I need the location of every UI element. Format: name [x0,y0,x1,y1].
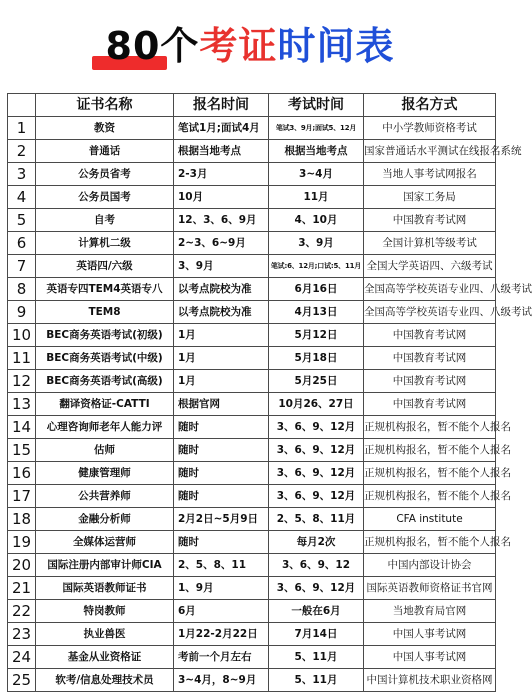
certificate-name: 国际注册内部审计师CIA [36,554,174,577]
certificate-name: TEM8 [36,301,174,324]
registration-time: 2-3月 [174,163,269,186]
registration-time: 随时 [174,416,269,439]
registration-method: 当地教育局官网 [364,600,496,623]
certificate-name: BEC商务英语考试(中级) [36,347,174,370]
header-reg-time: 报名时间 [174,94,269,117]
table-row [8,278,496,301]
table-row [8,531,496,554]
row-number: 21 [8,577,36,600]
registration-time: 2月2日~5月9日 [174,508,269,531]
table-row [8,393,496,416]
certificate-name: 基金从业资格证 [36,646,174,669]
registration-time: 1月 [174,370,269,393]
table-row [8,209,496,232]
exam-time: 5月25日 [269,370,364,393]
certificate-name: 心理咨询师老年人能力评 [36,416,174,439]
row-number: 2 [8,140,36,163]
registration-time: 随时 [174,531,269,554]
registration-method: 中国教育考试网 [364,324,496,347]
registration-method: 国家工务局 [364,186,496,209]
row-number: 1 [8,117,36,140]
title-part-number: 80 [105,24,161,68]
registration-method: 全国高等学校英语专业四、八级考试 [364,301,496,324]
row-number: 13 [8,393,36,416]
table-row [8,508,496,531]
registration-method: 中国教育考试网 [364,347,496,370]
certificate-name: 普通话 [36,140,174,163]
header-index [8,94,36,117]
certificate-name: 公务员国考 [36,186,174,209]
table-row [8,301,496,324]
registration-time: 1、9月 [174,577,269,600]
row-number: 9 [8,301,36,324]
registration-method: 当地人事考试网报名 [364,163,496,186]
table-row [8,600,496,623]
certificate-name: 英语专四TEM4英语专八 [36,278,174,301]
table-row [8,485,496,508]
exam-time: 6月16日 [269,278,364,301]
registration-time: 2~3、6~9月 [174,232,269,255]
table-row [8,416,496,439]
row-number: 23 [8,623,36,646]
registration-method: 中国计算机技术职业资格网 [364,669,496,692]
certificate-name: 金融分析师 [36,508,174,531]
registration-method: 国际英语教师资格证书官网 [364,577,496,600]
exam-time: 5月18日 [269,347,364,370]
registration-time: 6月 [174,600,269,623]
certificate-name: 英语四/六级 [36,255,174,278]
table-row [8,554,496,577]
certificate-name: 国际英语教师证书 [36,577,174,600]
row-number: 17 [8,485,36,508]
certificate-name: 计算机二级 [36,232,174,255]
exam-time: 7月14日 [269,623,364,646]
registration-method: 中国教育考试网 [364,393,496,416]
certificate-name: 自考 [36,209,174,232]
registration-time: 1月 [174,324,269,347]
certificate-name: 健康管理师 [36,462,174,485]
table-row [8,163,496,186]
row-number: 19 [8,531,36,554]
registration-time: 12、3、6、9月 [174,209,269,232]
exam-time: 10月26、27日 [269,393,364,416]
row-number: 22 [8,600,36,623]
certificate-name: BEC商务英语考试(高级) [36,370,174,393]
row-number: 7 [8,255,36,278]
exam-time: 3、6、9、12月 [269,439,364,462]
registration-time: 以考点院校为准 [174,278,269,301]
certificate-name: BEC商务英语考试(初级) [36,324,174,347]
registration-method: 中国人事考试网 [364,623,496,646]
certificate-name: 软考/信息处理技术员 [36,669,174,692]
exam-time: 3、6、9、12月 [269,462,364,485]
row-number: 8 [8,278,36,301]
registration-method: 正规机构报名，暂不能个人报名 [364,416,496,439]
title-part-blue: 时间表 [277,24,395,68]
table-row [8,577,496,600]
registration-method: 全国计算机等级考试 [364,232,496,255]
certificate-name: 翻译资格证-CATTI [36,393,174,416]
certificate-name: 公共营养师 [36,485,174,508]
row-number: 5 [8,209,36,232]
table-row [8,646,496,669]
certificate-name: 教资 [36,117,174,140]
title-part-red: 考证 [199,24,278,68]
registration-time: 考前一个月左右 [174,646,269,669]
registration-method: 正规机构报名，暂不能个人报名 [364,439,496,462]
registration-time: 2、5、8、11 [174,554,269,577]
registration-time: 根据当地考点 [174,140,269,163]
table-row [8,117,496,140]
row-number: 12 [8,370,36,393]
table-row [8,439,496,462]
registration-method: 中国教育考试网 [364,370,496,393]
table-header-row [8,94,496,117]
registration-time: 随时 [174,485,269,508]
registration-method: 全国高等学校英语专业四、八级考试 [364,278,496,301]
title-area [0,0,500,90]
registration-time: 笔试1月;面试4月 [174,117,269,140]
table-row [8,669,496,692]
certificate-name: 估师 [36,439,174,462]
row-number: 6 [8,232,36,255]
row-number: 24 [8,646,36,669]
certificate-name: 特岗教师 [36,600,174,623]
row-number: 11 [8,347,36,370]
exam-time: 笔试:6、12月;口试:5、11月 [269,255,364,278]
registration-method: 正规机构报名，暂不能个人报名 [364,485,496,508]
table-row [8,232,496,255]
header-exam-time: 考试时间 [269,94,364,117]
registration-time: 根据官网 [174,393,269,416]
registration-method: 正规机构报名，暂不能个人报名 [364,531,496,554]
table-row [8,347,496,370]
exam-time: 2、5、8、11月 [269,508,364,531]
title-part-measure: 个 [160,24,200,68]
table-row [8,140,496,163]
exam-time: 4、10月 [269,209,364,232]
row-number: 3 [8,163,36,186]
exam-time: 一般在6月 [269,600,364,623]
table-row [8,370,496,393]
registration-time: 随时 [174,439,269,462]
exam-time: 4月13日 [269,301,364,324]
row-number: 15 [8,439,36,462]
exam-time: 11月 [269,186,364,209]
exam-time: 3、6、9、12月 [269,485,364,508]
registration-time: 随时 [174,462,269,485]
registration-method: 全国大学英语四、六级考试 [364,255,496,278]
registration-method: 中国人事考试网 [364,646,496,669]
exam-time: 5、11月 [269,669,364,692]
header-name: 证书名称 [36,94,174,117]
exam-time: 3~4月 [269,163,364,186]
row-number: 16 [8,462,36,485]
registration-method: 国家普通话水平测试在线报名系统 [364,140,496,163]
row-number: 18 [8,508,36,531]
row-number: 14 [8,416,36,439]
registration-method: 中国内部设计协会 [364,554,496,577]
exam-time: 3、6、9、12月 [269,416,364,439]
certificate-name: 公务员省考 [36,163,174,186]
header-reg-method: 报名方式 [364,94,496,117]
registration-time: 3~4月，8~9月 [174,669,269,692]
exam-time: 3、6、9、12 [269,554,364,577]
registration-method: 中小学教师资格考试 [364,117,496,140]
table-row [8,623,496,646]
certificate-name: 全媒体运营师 [36,531,174,554]
registration-method: 正规机构报名，暂不能个人报名 [364,462,496,485]
table-row [8,324,496,347]
exam-time: 3、6、9、12月 [269,577,364,600]
registration-time: 10月 [174,186,269,209]
exam-time: 根据当地考点 [269,140,364,163]
row-number: 25 [8,669,36,692]
table-row [8,255,496,278]
certificate-table [7,93,532,692]
table-row [8,462,496,485]
exam-time: 3、9月 [269,232,364,255]
registration-method: 中国教育考试网 [364,209,496,232]
row-number: 10 [8,324,36,347]
exam-time: 笔试3、9月;面试5、12月 [269,117,364,140]
registration-time: 以考点院校为准 [174,301,269,324]
row-number: 4 [8,186,36,209]
page-title [0,22,500,70]
exam-time: 5、11月 [269,646,364,669]
row-number: 20 [8,554,36,577]
registration-time: 3、9月 [174,255,269,278]
registration-method: CFA institute [364,508,496,531]
table-row [8,186,496,209]
registration-time: 1月 [174,347,269,370]
exam-time: 5月12日 [269,324,364,347]
exam-time: 每月2次 [269,531,364,554]
certificate-name: 执业兽医 [36,623,174,646]
registration-time: 1月22-2月22日 [174,623,269,646]
